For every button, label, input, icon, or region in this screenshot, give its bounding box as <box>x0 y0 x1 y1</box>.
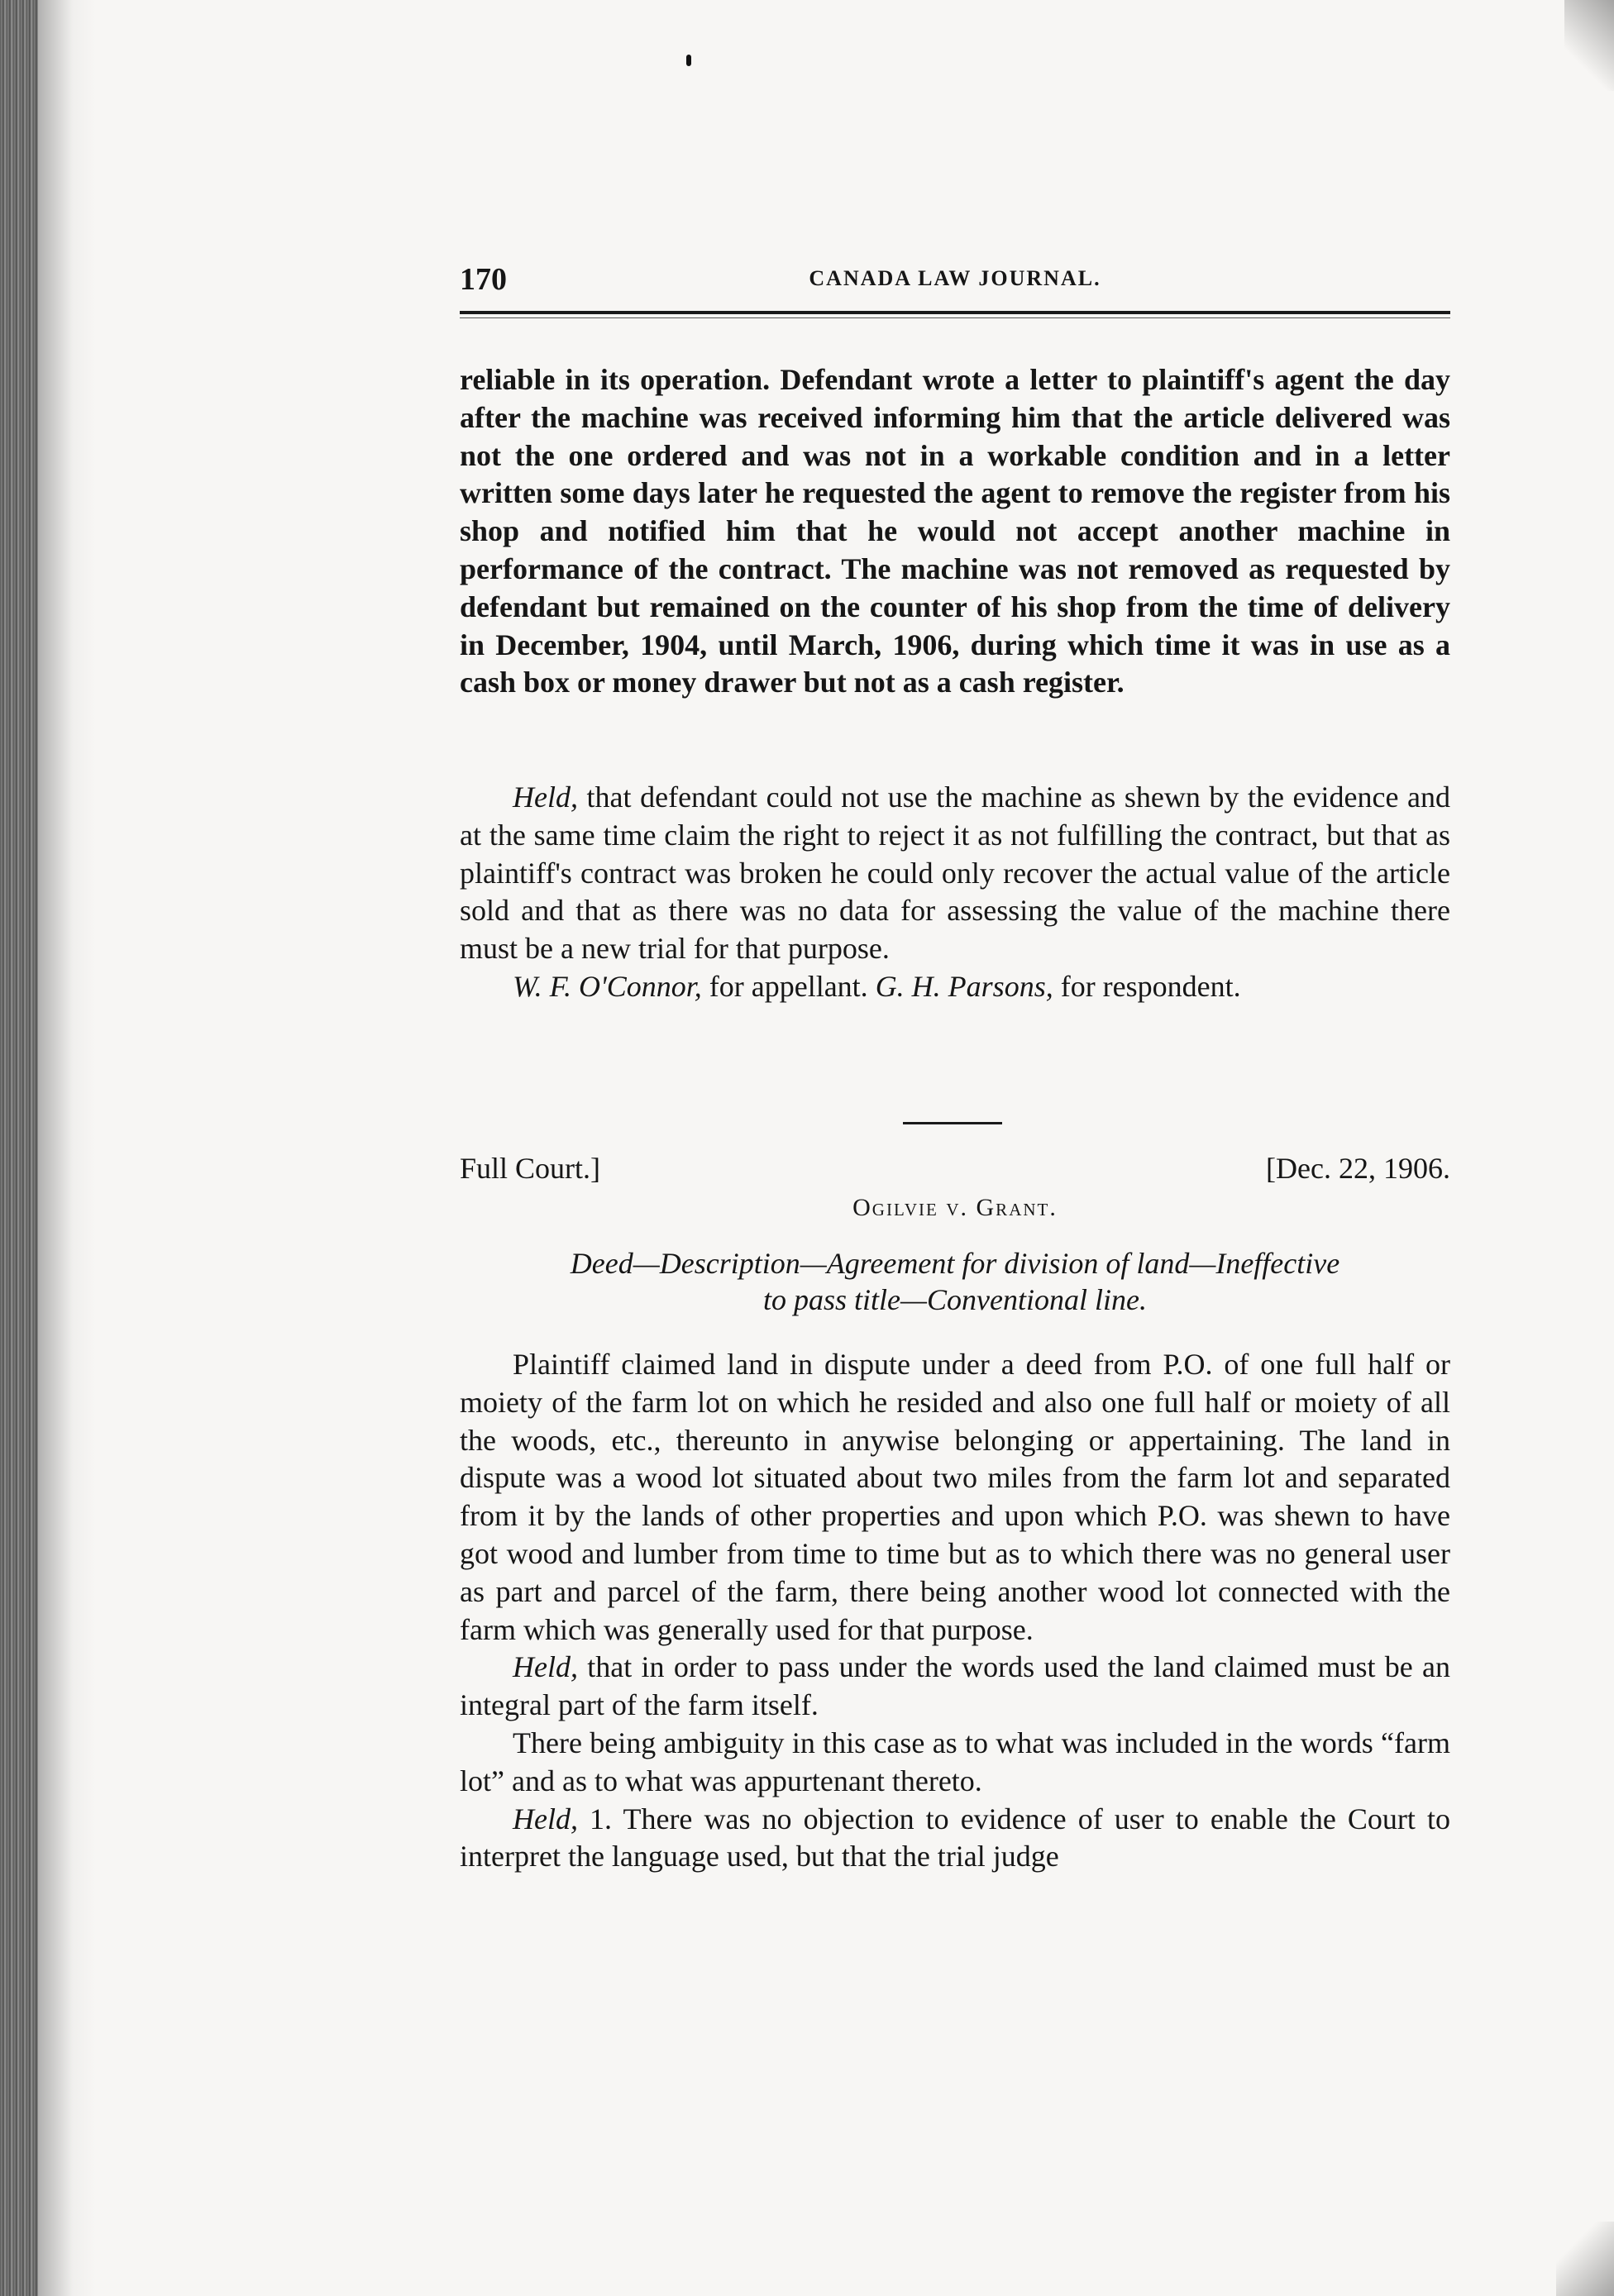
first-case-block <box>460 779 1450 1006</box>
facts-paragraph: Plaintiff claimed land in dispute under a deed from P.O. of one full half or moiety of the farm lot on which he resided and also one full half or moiety of all the woods, etc., thereunto in anywise belonging or appertaining. The land in dispute was a wood lot situated about two miles from the farm lot and separated from it by the lands of other properties and upon which P.O. was shewn to have got wood and lumber from time to time but as to which there was no general user as part and parcel of the farm, there being another wood lot connected with the farm which was generally used for that purpose. <box>460 1348 1450 1646</box>
ink-speck <box>686 55 691 66</box>
held-text: that defendant could not use the machine as shewn by the evidence and at the same time claim the right to reject it as not fulfilling the contract, but that as plaintiff's contract was broken he could only recover the actual value of the article sold and that as there was no data for assessing the value of the machine there must be a new trial for that purpose. <box>460 780 1450 966</box>
held-text: 1. There was no objection to evidence of user to enable the Court to interpret the language used, but that the trial judge <box>460 1802 1450 1874</box>
held-paragraph <box>460 1649 1450 1725</box>
case-name: Ogilvie v. Grant. <box>852 1194 1058 1221</box>
binding-shadow <box>38 0 96 2296</box>
court-name: Full Court.] <box>460 1152 601 1185</box>
counsel-appellant-role: for appellant. <box>701 969 876 1003</box>
case-date: [Dec. 22, 1906. <box>1266 1152 1450 1185</box>
held-label: Held, <box>513 1650 578 1684</box>
running-head: CANADA LAW JOURNAL. <box>809 266 1101 290</box>
page-header <box>460 255 1450 313</box>
held-label: Held, <box>513 1802 578 1835</box>
counsel-respondent-name: G. H. Parsons, <box>875 969 1053 1003</box>
headnote-line: Deed—Description—Agreement for division of land—Ineffective <box>570 1247 1340 1280</box>
held-paragraph <box>460 779 1450 968</box>
case-headnote <box>460 1245 1450 1318</box>
held-label: Held, <box>513 780 578 814</box>
held-paragraph <box>460 1801 1450 1877</box>
corner-shadow-bottom <box>1556 2222 1614 2296</box>
counsel-paragraph <box>460 968 1450 1006</box>
opening-paragraph: reliable in its operation. Defendant wrote a letter to plaintiff's agent the day after the machine was received informing him that the article delivered was not the one ordered and was not in a workable condition and in a letter written some days later he requested the agent to remove the register from his shop and notified him that he would not accept another machine in performance of the contract. The machine was not removed as requested by defendant but remained on the counter of his shop from the time of delivery in December, 1904, until March, 1906, during which time it was in use as a cash box or money drawer but not as a cash register. <box>460 363 1450 699</box>
ambiguity-paragraph: There being ambiguity in this case as to what was included in the words “farm lot” and as to what was appurtenant thereto. <box>460 1726 1450 1797</box>
header-rule-thin <box>460 317 1450 318</box>
counsel-respondent-role: for respondent. <box>1053 969 1241 1003</box>
corner-shadow-top <box>1564 0 1614 91</box>
second-case-body <box>460 1346 1450 1876</box>
opening-paragraph-block <box>460 361 1450 702</box>
binding-edge <box>0 0 38 2296</box>
case-court-line <box>460 1151 1450 1189</box>
held-text: that in order to pass under the words used the land claimed must be an integral part of the farm itself. <box>460 1650 1450 1722</box>
headnote-line: to pass title—Conventional line. <box>763 1283 1147 1316</box>
page-number: 170 <box>460 262 507 297</box>
section-divider <box>903 1122 1002 1124</box>
header-rule <box>460 311 1450 314</box>
counsel-appellant-name: W. F. O'Connor, <box>513 969 702 1003</box>
